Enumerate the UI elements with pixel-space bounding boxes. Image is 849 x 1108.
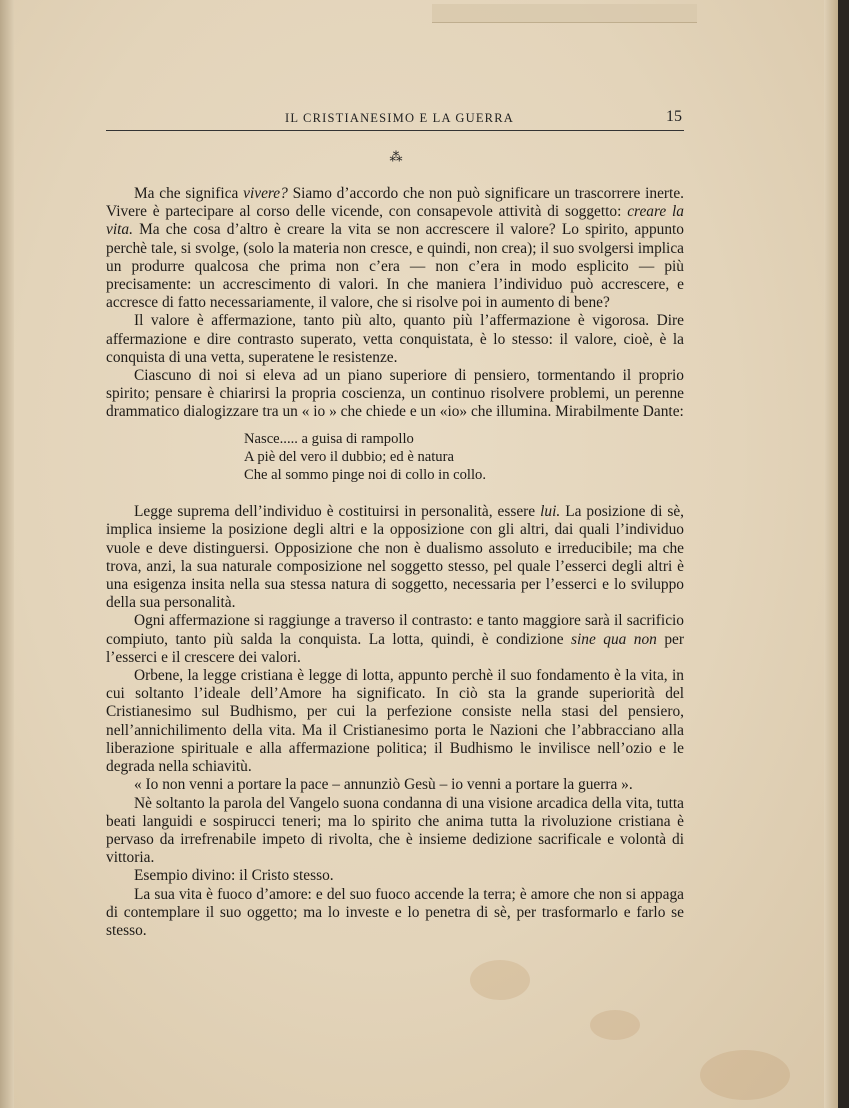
paragraph: Orbene, la legge cristiana è legge di lotta, appunto perchè il suo fondamento è la vita, in cui soltanto l’ideale dell’Amore ha significato. In ciò sta la grande superiorità del Cristianesimo sul Budhismo, per cui la perfezione consiste nella stasi del pensiero, nell’annichilimento della vita. Ma il Cristianesimo porta le Nazioni che l’abbracciano alla liberazione spirituale e alla affermazione politica; il Budhismo le invilisce nell’ozio e le degrada nella schiavitù. — [106, 667, 684, 776]
paragraph: Esempio divino: il Cristo stesso. — [134, 867, 334, 885]
paper-stain — [590, 1010, 640, 1040]
page-edge — [824, 0, 838, 1108]
paper-stain — [700, 1050, 790, 1100]
verse-line: A piè del vero il dubbio; ed è natura — [244, 448, 454, 465]
paragraph: Il valore è affermazione, tanto più alto, quanto più l’affermazione è vigorosa. Dire affermazione e dire contrasto superato, vetta conquistata, è lo stesso: il valore, cioè, è la conquista di una vetta, superatene le resistenze. — [106, 312, 684, 366]
paragraph: Ma che significa vivere? Siamo d’accordo che non può significare un trascorrere inerte. Vivere è partecipare al corso delle vicende, con consapevole attività di soggetto: creare la vita. Ma che cosa d’altro è creare la vita se non accrescere il valore? Lo spirito, appunto perchè tale, si svolge, (solo la materia non cresce, e quindi, non crea); il suo svolgersi implica un produrre qualcosa che prima non c’era — non c’era in modo esplicito — più precisamente: un accrescimento di valori. In che maniera l’individuo può accrescere, e accresce di fatto necessariamente, il valore, che si risolve poi in aumento di bene? — [106, 185, 684, 312]
paragraph: Legge suprema dell’individuo è costituirsi in personalità, essere lui. La posizione di sè, implica insieme la posizione degli altri e la opposizione con gli altri, dai quali l’individuo vuole e deve distinguersi. Opposizione che non è dualismo assoluto e irreducibile; ma che trova, anzi, la sua naturale composizione nel soggetto stesso, pel quale l’esserci degli altri è una esigenza insita nella sua stessa natura di soggetto, necessaria per l’esserci e lo sviluppo della sua personalità. — [106, 503, 684, 612]
paragraph: Ogni affermazione si raggiunge a traverso il contrasto: e tanto maggiore sarà il sacrificio compiuto, tanto più salda la conquista. La lotta, quindi, è condizione sine qua non per l’esserci e il crescere dei valori. — [106, 612, 685, 666]
page-gutter — [0, 0, 14, 1108]
body-text — [106, 185, 684, 940]
paragraph: « Io non venni a portare la pace – annunziò Gesù – io venni a portare la guerra ». — [134, 776, 633, 794]
verse-line: Che al sommo pinge noi di collo in collo. — [244, 467, 486, 484]
paper-tape — [432, 4, 697, 23]
paragraph: La sua vita è fuoco d’amore: e del suo fuoco accende la terra; è amore che non si appaga di contemplare il suo oggetto; ma lo investe e lo penetra di sè, per trasformarlo e farlo se stesso. — [106, 885, 684, 939]
paper-stain — [470, 960, 530, 1000]
section-asterism: ⁂ — [389, 149, 403, 164]
page-number: 15 — [666, 108, 682, 125]
verse-quote — [244, 430, 684, 485]
paragraph: Nè soltanto la parola del Vangelo suona condanna di una visione arcadica della vita, tutta beati languidi e sospirucci teneri; ma lo spirito che anima tutta la rivoluzione cristiana è pervaso da irrefrenabile impeto di rivolta, che è insieme dedizione sacrificale e volontà di vittoria. — [106, 794, 684, 867]
verse-line: Nasce..... a guisa di rampollo — [244, 430, 414, 447]
paragraph: Ciascuno di noi si eleva ad un piano superiore di pensiero, tormentando il proprio spirito; pensare è chiarirsi la propria coscienza, un continuo risolvere problemi, un perenne drammatico dialogizzare tra un « io » che chiede e un «io» che illumina. Mirabilmente Dante: — [106, 367, 684, 421]
running-title: IL CRISTIANESIMO E LA GUERRA — [285, 111, 514, 125]
running-header — [106, 110, 684, 131]
